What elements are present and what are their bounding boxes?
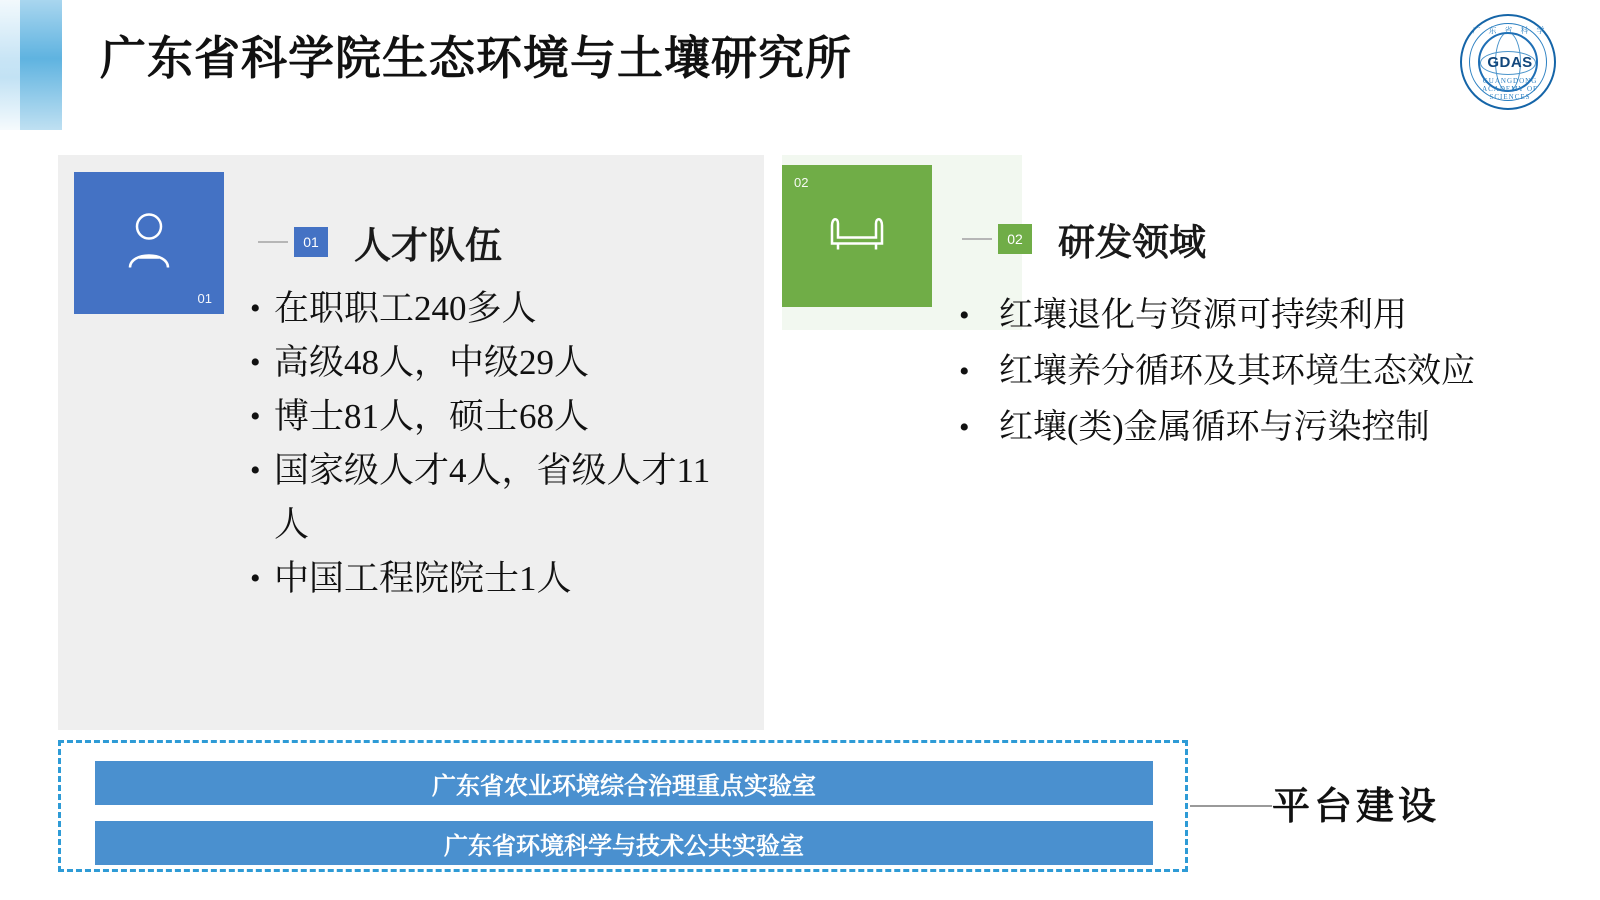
section-02-heading (962, 212, 1206, 266)
section-02-tile-number: 02 (794, 175, 809, 190)
list-item: • 在职职工240多人 (248, 282, 718, 336)
section-01-list (248, 282, 718, 606)
platform-label: 平台建设 (1272, 786, 1441, 828)
section-02-title: 研发领域 (1058, 223, 1206, 264)
logo-top-text: 广 东 省 科 学 (1472, 26, 1548, 35)
person-icon (120, 210, 178, 277)
list-item: • 高级48人，中级29人 (248, 336, 718, 390)
header-accent-bar (0, 0, 62, 130)
section-02-badge: 02 (998, 224, 1032, 254)
list-item: • 博士81人，硕士68人 (248, 390, 718, 444)
list-item: • 国家级人才4人，省级人才11人 (248, 444, 718, 552)
list-item: • 中国工程院院士1人 (248, 552, 718, 606)
section-02-tile (782, 165, 932, 307)
platform-section (58, 740, 1188, 872)
slide-header (0, 0, 1600, 130)
platform-item: 广东省农业环境综合治理重点实验室 (95, 761, 1153, 805)
platform-item: 广东省环境科学与技术公共实验室 (95, 821, 1153, 865)
section-02-dash (962, 238, 992, 240)
logo-acronym: GDAS (1487, 54, 1533, 71)
section-01-title: 人才队伍 (354, 226, 502, 267)
list-item: • 红壤(类)金属循环与污染控制 (955, 400, 1565, 456)
logo-bottom-text: GUANGDONG ACADEMY OF SCIENCES (1482, 77, 1538, 101)
page-title: 广东省科学院生态环境与土壤研究所 (100, 33, 852, 84)
list-item: • 红壤养分循环及其环境生态效应 (955, 344, 1565, 400)
section-01-heading (258, 215, 502, 269)
section-02-list (955, 288, 1565, 456)
section-01-tile-number: 01 (197, 291, 212, 306)
sofa-icon (826, 212, 888, 261)
section-01-tile (74, 172, 224, 314)
section-01-dash (258, 241, 288, 243)
gdas-logo (1460, 14, 1556, 110)
section-01-badge: 01 (294, 227, 328, 257)
list-item: • 红壤退化与资源可持续利用 (955, 288, 1565, 344)
platform-connector-line (1190, 805, 1272, 807)
